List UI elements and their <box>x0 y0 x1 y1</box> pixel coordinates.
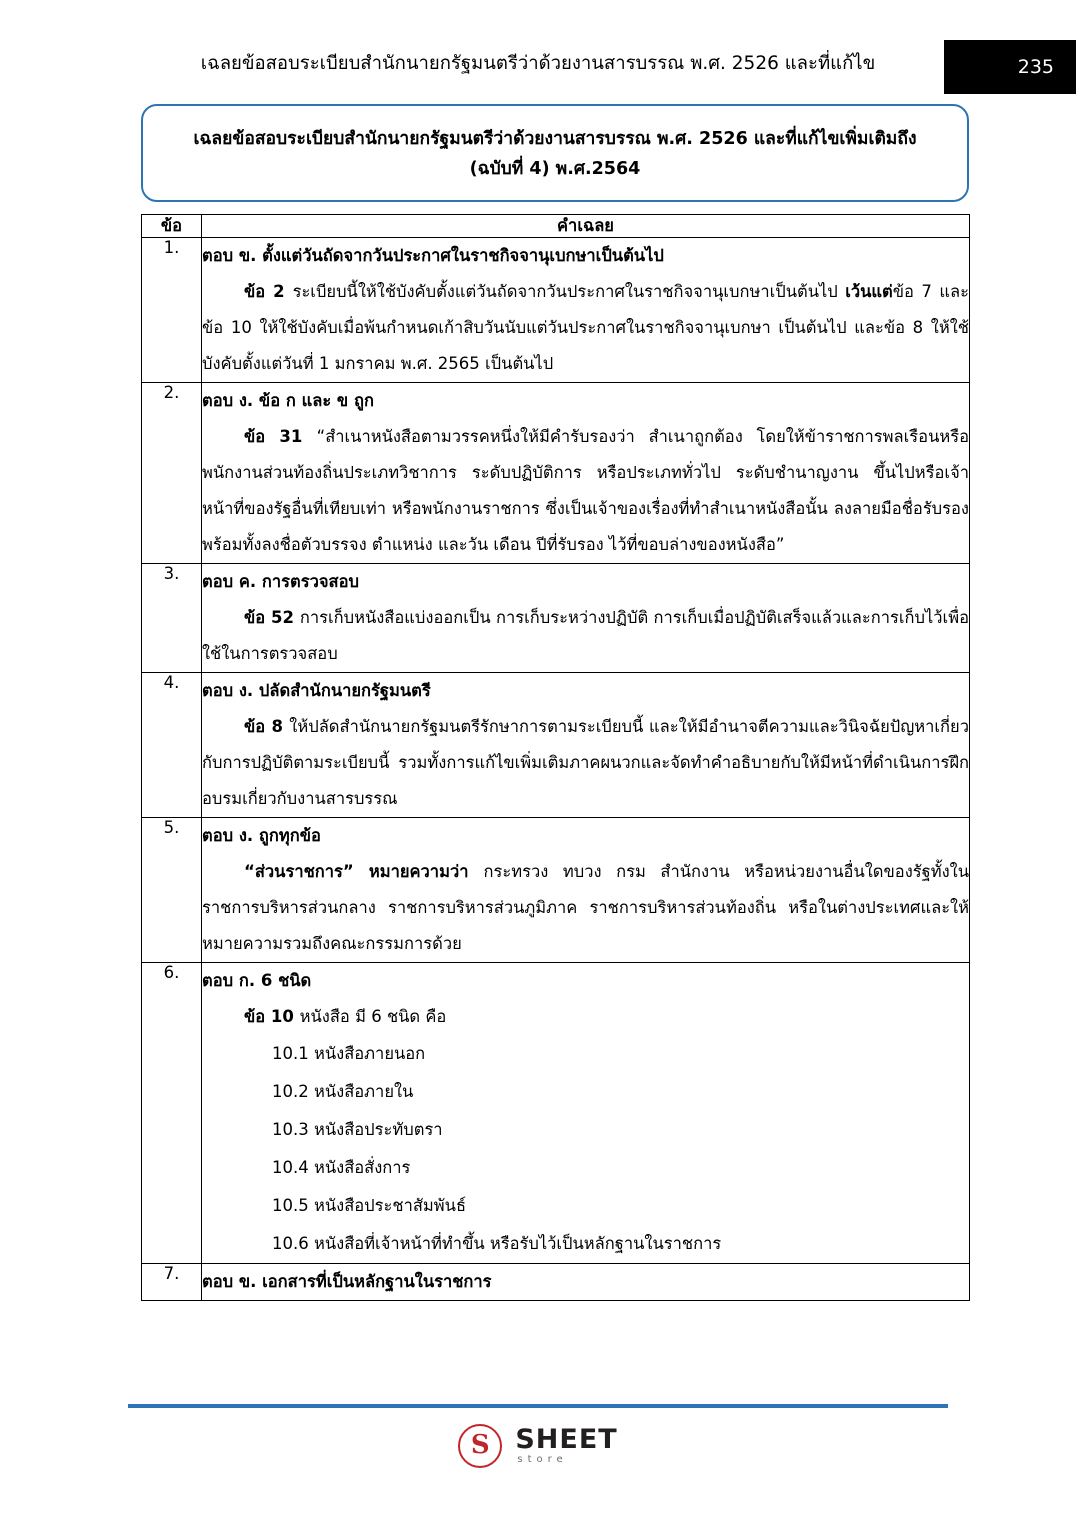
footer-divider <box>128 1404 948 1408</box>
column-header-answer: คำเฉลย <box>202 215 970 238</box>
explanation-text: “สำเนาหนังสือตามวรรคหนึ่งให้มีคำรับรองว่า สำเนาถูกต้อง โดยให้ข้าราชการพลเรือนหรือพนักงานส่วนท้องถิ่นประเภทวิชาการ ระดับปฏิบัติการ หรือประเภททั่วไป ระดับชำนาญงาน ขึ้นไปหรือเจ้าหน้าที่ของรัฐอื่นที่เทียบเท่า หรือพนักงานราชการ ซึ่งเป็นเจ้าของเรื่องที่ทำสำเนาหนังสือนั้น ลงลายมือชื่อรับรอง พร้อมทั้งลงชื่อตัวบรรจง ตำแหน่ง และวัน เดือน ปีที่รับรอง ไว้ที่ขอบล่างของหนังสือ” <box>202 427 969 554</box>
table-row <box>142 673 970 818</box>
row-number: 3. <box>142 564 202 673</box>
row-answer <box>202 238 970 383</box>
answer-explanation <box>202 419 969 563</box>
row-number: 1. <box>142 238 202 383</box>
answer-explanation <box>202 999 969 1035</box>
column-header-no: ข้อ <box>142 215 202 238</box>
answer-key-table <box>141 214 970 1301</box>
row-answer <box>202 1264 970 1301</box>
row-number: 5. <box>142 818 202 963</box>
list-item: 10.2 หนังสือภายใน <box>272 1082 414 1101</box>
answer-explanation <box>202 274 969 382</box>
explanation-emphasis: ข้อ 2 <box>244 282 293 301</box>
explanation-emphasis: ข้อ 31 <box>244 427 317 446</box>
sheet-store-logo-icon: S <box>458 1424 502 1468</box>
row-number: 4. <box>142 673 202 818</box>
answer-choice: ตอบ ค. การตรวจสอบ <box>202 572 359 591</box>
answer-choice: ตอบ ง. ปลัดสำนักนายกรัฐมนตรี <box>202 681 431 700</box>
footer-logo <box>0 1424 1076 1472</box>
explanation-text: ให้ปลัดสำนักนายกรัฐมนตรีรักษาการตามระเบียบนี้ และให้มีอำนาจตีความและวินิจฉัยปัญหาเกี่ยวกับการปฏิบัติตามระเบียบนี้ รวมทั้งการแก้ไขเพิ่มเติมภาคผนวกและจัดทำคำอธิบายกับให้มีหน้าที่ดำเนินการฝึกอบรมเกี่ยวกับงานสารบรรณ <box>202 717 969 808</box>
row-answer <box>202 564 970 673</box>
row-number: 6. <box>142 963 202 1264</box>
answer-choice: ตอบ ข. เอกสารที่เป็นหลักฐานในราชการ <box>202 1272 492 1291</box>
explanation-text: ข้อ 7 และข้อ 10 ให้ใช้บังคับเมื่อพ้นกำหนดเก้าสิบวันนับแต่วันประกาศในราชกิจจานุเบกษา เป็นต้นไป และข้อ 8 ให้ใช้บังคับตั้งแต่วันที่ 1 มกราคม พ.ศ. 2565 เป็นต้นไป <box>202 282 969 373</box>
table-header-row <box>142 215 970 238</box>
logo-subname: store <box>517 1454 568 1465</box>
document-title-line-2: (ฉบับที่ 4) พ.ศ.2564 <box>469 159 641 179</box>
page-number: 235 <box>1017 56 1054 78</box>
list-item: 10.1 หนังสือภายนอก <box>272 1044 426 1063</box>
row-number: 7. <box>142 1264 202 1301</box>
row-number: 2. <box>142 383 202 564</box>
document-title-box <box>141 104 969 202</box>
row-answer <box>202 383 970 564</box>
table-row <box>142 963 970 1264</box>
answer-choice: ตอบ ข. ตั้งแต่วันถัดจากวันประกาศในราชกิจจานุเบกษาเป็นต้นไป <box>202 246 664 265</box>
table-row <box>142 564 970 673</box>
logo-group <box>458 1424 617 1472</box>
answer-rows <box>142 238 970 1301</box>
page-header <box>0 0 1076 100</box>
document-title-line-1: เฉลยข้อสอบระเบียบสำนักนายกรัฐมนตรีว่าด้วยงานสารบรรณ พ.ศ. 2526 และที่แก้ไขเพิ่มเติมถึง <box>193 129 917 149</box>
answer-choice: ตอบ ง. ข้อ ก และ ข ถูก <box>202 391 374 410</box>
answer-sub-list <box>272 1035 969 1263</box>
row-answer <box>202 673 970 818</box>
explanation-emphasis: เว้นแต่ <box>845 282 893 301</box>
document-content <box>141 104 969 1301</box>
row-answer <box>202 963 970 1264</box>
explanation-emphasis: “ส่วนราชการ” หมายความว่า <box>244 862 484 881</box>
list-item: 10.6 หนังสือที่เจ้าหน้าที่ทำขึ้น หรือรับไว้เป็นหลักฐานในราชการ <box>272 1234 722 1253</box>
explanation-emphasis: ข้อ 52 <box>244 608 300 627</box>
logo-wordmark <box>515 1426 617 1466</box>
table-row <box>142 383 970 564</box>
running-header-title: เฉลยข้อสอบระเบียบสำนักนายกรัฐมนตรีว่าด้วยงานสารบรรณ พ.ศ. 2526 และที่แก้ไข <box>200 53 876 74</box>
table-row <box>142 818 970 963</box>
answer-choice: ตอบ ง. ถูกทุกข้อ <box>202 826 321 845</box>
list-item: 10.3 หนังสือประทับตรา <box>272 1120 443 1139</box>
list-item: 10.5 หนังสือประชาสัมพันธ์ <box>272 1196 467 1215</box>
explanation-text: หนังสือ มี 6 ชนิด คือ <box>299 1007 447 1026</box>
explanation-text: การเก็บหนังสือแบ่งออกเป็น การเก็บระหว่างปฏิบัติ การเก็บเมื่อปฏิบัติเสร็จแล้วและการเก็บไว้เพื่อใช้ในการตรวจสอบ <box>202 608 969 663</box>
table-row <box>142 238 970 383</box>
row-answer <box>202 818 970 963</box>
table-row <box>142 1264 970 1301</box>
answer-choice: ตอบ ก. 6 ชนิด <box>202 971 312 990</box>
list-item: 10.4 หนังสือสั่งการ <box>272 1158 411 1177</box>
logo-name: SHEET <box>515 1424 618 1455</box>
explanation-text: กระทรวง ทบวง กรม สำนักงาน หรือหน่วยงานอื่นใดของรัฐทั้งในราชการบริหารส่วนกลาง ราชการบริหารส่วนภูมิภาค ราชการบริหารส่วนท้องถิ่น หรือในต่างประเทศและให้หมายความรวมถึงคณะกรรมการด้วย <box>202 862 969 953</box>
answer-explanation <box>202 600 969 672</box>
explanation-emphasis: ข้อ 10 <box>244 1007 300 1026</box>
explanation-emphasis: ข้อ 8 <box>244 717 290 736</box>
answer-explanation <box>202 709 969 817</box>
explanation-text: ระเบียบนี้ให้ใช้บังคับตั้งแต่วันถัดจากวันประกาศในราชกิจจานุเบกษาเป็นต้นไป <box>292 282 846 301</box>
answer-explanation <box>202 854 969 962</box>
